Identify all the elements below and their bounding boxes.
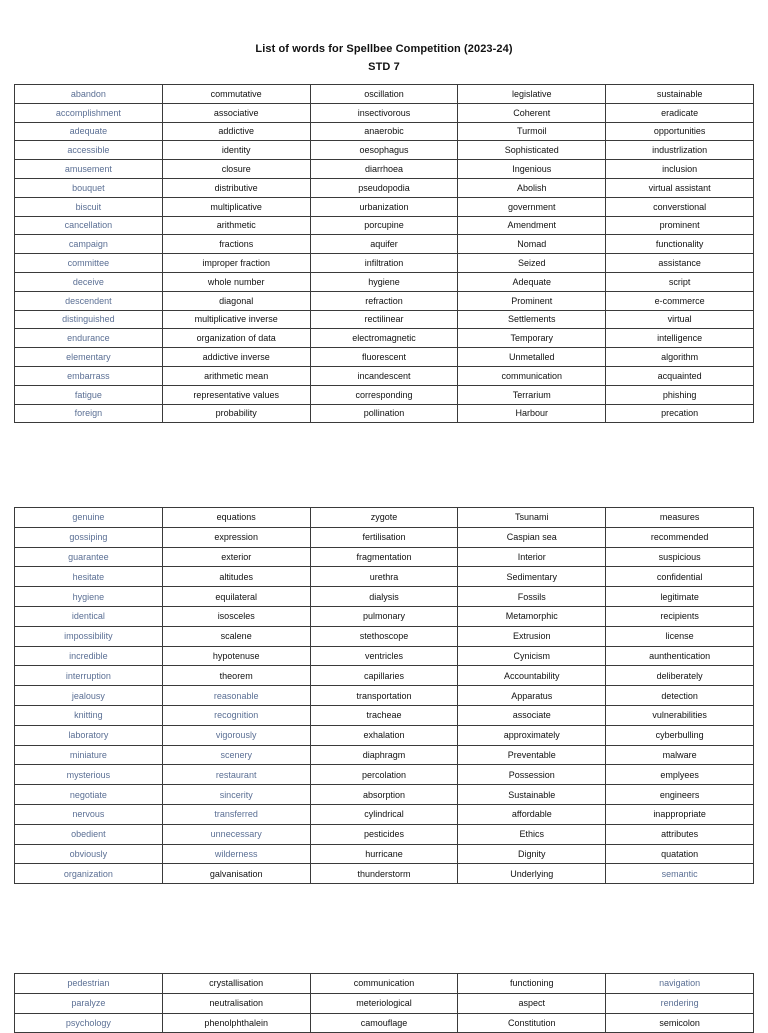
word-cell: oesophagus — [310, 141, 458, 160]
word-cell: suspicious — [606, 547, 754, 567]
word-cell: reasonable — [162, 686, 310, 706]
word-cell: industrlization — [606, 141, 754, 160]
word-cell: inappropriate — [606, 804, 754, 824]
word-cell: guarantee — [15, 547, 163, 567]
table-row — [15, 122, 754, 141]
table-row — [15, 626, 754, 646]
word-cell: rendering — [606, 993, 754, 1013]
word-cell: Tsunami — [458, 508, 606, 528]
word-cell: measures — [606, 508, 754, 528]
table-row — [15, 508, 754, 528]
word-cell: malware — [606, 745, 754, 765]
word-cell: distinguished — [15, 310, 163, 329]
word-cell: transportation — [310, 686, 458, 706]
word-cell: amusement — [15, 160, 163, 179]
word-cell: exhalation — [310, 725, 458, 745]
word-cell: converstional — [606, 197, 754, 216]
word-cell: scalene — [162, 626, 310, 646]
table-row — [15, 235, 754, 254]
word-cell: hygiene — [310, 272, 458, 291]
word-cell: committee — [15, 254, 163, 273]
word-cell: exterior — [162, 547, 310, 567]
table-row — [15, 725, 754, 745]
word-cell: insectivorous — [310, 103, 458, 122]
table-row — [15, 804, 754, 824]
table-row — [15, 587, 754, 607]
word-cell: navigation — [606, 974, 754, 994]
word-cell: pedestrian — [15, 974, 163, 994]
word-cell: Abolish — [458, 178, 606, 197]
word-cell: Nomad — [458, 235, 606, 254]
word-cell: absorption — [310, 785, 458, 805]
word-cell: tracheae — [310, 705, 458, 725]
table-row — [15, 197, 754, 216]
word-cell: refraction — [310, 291, 458, 310]
table-row — [15, 646, 754, 666]
table-row — [15, 329, 754, 348]
table-row — [15, 824, 754, 844]
word-table-2 — [14, 507, 754, 884]
word-cell: electromagnetic — [310, 329, 458, 348]
word-cell: recipients — [606, 606, 754, 626]
word-cell: hypotenuse — [162, 646, 310, 666]
word-cell: arithmetic mean — [162, 366, 310, 385]
table-row — [15, 254, 754, 273]
word-cell: Sedimentary — [458, 567, 606, 587]
table-row — [15, 103, 754, 122]
word-cell: foreign — [15, 404, 163, 423]
word-cell: arithmetic — [162, 216, 310, 235]
page-subtitle: STD 7 — [368, 61, 400, 73]
word-cell: fragmentation — [310, 547, 458, 567]
word-cell: Accountability — [458, 666, 606, 686]
word-cell: sincerity — [162, 785, 310, 805]
word-cell: Harbour — [458, 404, 606, 423]
word-cell: deliberately — [606, 666, 754, 686]
word-cell: semicolon — [606, 1013, 754, 1033]
word-cell: algorithm — [606, 348, 754, 367]
word-cell: confidential — [606, 567, 754, 587]
word-cell: abandon — [15, 85, 163, 104]
word-cell: biscuit — [15, 197, 163, 216]
word-cell: paralyze — [15, 993, 163, 1013]
table-row — [15, 1013, 754, 1033]
word-cell: opportunities — [606, 122, 754, 141]
word-cell: Sophisticated — [458, 141, 606, 160]
word-cell: Underlying — [458, 864, 606, 884]
word-cell: Sustainable — [458, 785, 606, 805]
word-cell: oscillation — [310, 85, 458, 104]
word-cell: associate — [458, 705, 606, 725]
word-cell: communication — [458, 366, 606, 385]
word-cell: incandescent — [310, 366, 458, 385]
word-cell: corresponding — [310, 385, 458, 404]
word-cell: virtual — [606, 310, 754, 329]
word-cell: government — [458, 197, 606, 216]
table-row — [15, 310, 754, 329]
word-cell: Adequate — [458, 272, 606, 291]
word-cell: accomplishment — [15, 103, 163, 122]
word-cell: urbanization — [310, 197, 458, 216]
word-cell: fatigue — [15, 385, 163, 404]
table-row — [15, 993, 754, 1013]
word-cell: phenolphthalein — [162, 1013, 310, 1033]
word-cell: addictive inverse — [162, 348, 310, 367]
word-cell: Turmoil — [458, 122, 606, 141]
word-cell: aspect — [458, 993, 606, 1013]
table-row — [15, 844, 754, 864]
word-cell: quatation — [606, 844, 754, 864]
word-cell: Coherent — [458, 103, 606, 122]
word-cell: pseudopodia — [310, 178, 458, 197]
word-cell: identity — [162, 141, 310, 160]
word-cell: thunderstorm — [310, 864, 458, 884]
word-cell: engineers — [606, 785, 754, 805]
word-cell: Dignity — [458, 844, 606, 864]
word-cell: camouflage — [310, 1013, 458, 1033]
word-cell: acquainted — [606, 366, 754, 385]
word-cell: attributes — [606, 824, 754, 844]
word-cell: e-commerce — [606, 291, 754, 310]
word-cell: Interior — [458, 547, 606, 567]
word-cell: legitimate — [606, 587, 754, 607]
word-cell: hygiene — [15, 587, 163, 607]
word-cell: Apparatus — [458, 686, 606, 706]
word-cell: Fossils — [458, 587, 606, 607]
word-cell: expression — [162, 527, 310, 547]
word-cell: cyberbulling — [606, 725, 754, 745]
word-cell: semantic — [606, 864, 754, 884]
table-row — [15, 686, 754, 706]
word-cell: virtual assistant — [606, 178, 754, 197]
word-cell: stethoscope — [310, 626, 458, 646]
word-cell: communication — [310, 974, 458, 994]
word-cell: Unmetalled — [458, 348, 606, 367]
word-cell: crystallisation — [162, 974, 310, 994]
word-cell: incredible — [15, 646, 163, 666]
word-cell: probability — [162, 404, 310, 423]
word-cell: sustainable — [606, 85, 754, 104]
word-cell: Possession — [458, 765, 606, 785]
word-cell: anaerobic — [310, 122, 458, 141]
table-row — [15, 705, 754, 725]
word-cell: neutralisation — [162, 993, 310, 1013]
word-cell: diagonal — [162, 291, 310, 310]
word-cell: closure — [162, 160, 310, 179]
word-cell: diaphragm — [310, 745, 458, 765]
word-cell: mysterious — [15, 765, 163, 785]
table-row — [15, 547, 754, 567]
word-cell: campaign — [15, 235, 163, 254]
word-cell: Metamorphic — [458, 606, 606, 626]
word-cell: laboratory — [15, 725, 163, 745]
table-row — [15, 85, 754, 104]
table-row — [15, 785, 754, 805]
word-cell: percolation — [310, 765, 458, 785]
word-cell: Temporary — [458, 329, 606, 348]
word-cell: cancellation — [15, 216, 163, 235]
word-cell: obviously — [15, 844, 163, 864]
word-cell: cylindrical — [310, 804, 458, 824]
word-cell: precation — [606, 404, 754, 423]
word-cell: diarrhoea — [310, 160, 458, 179]
word-cell: pesticides — [310, 824, 458, 844]
word-cell: Seized — [458, 254, 606, 273]
word-cell: legislative — [458, 85, 606, 104]
word-cell: Ingenious — [458, 160, 606, 179]
word-table-3 — [14, 973, 754, 1033]
word-cell: impossibility — [15, 626, 163, 646]
word-cell: elementary — [15, 348, 163, 367]
word-cell: urethra — [310, 567, 458, 587]
word-cell: accessible — [15, 141, 163, 160]
word-cell: Extrusion — [458, 626, 606, 646]
word-cell: descendent — [15, 291, 163, 310]
word-cell: jealousy — [15, 686, 163, 706]
word-cell: Amendment — [458, 216, 606, 235]
word-cell: equilateral — [162, 587, 310, 607]
word-cell: isosceles — [162, 606, 310, 626]
word-cell: vulnerabilities — [606, 705, 754, 725]
table-row — [15, 348, 754, 367]
word-cell: equations — [162, 508, 310, 528]
word-cell: meteriological — [310, 993, 458, 1013]
word-cell: organization of data — [162, 329, 310, 348]
word-cell: scenery — [162, 745, 310, 765]
word-cell: transferred — [162, 804, 310, 824]
table-row — [15, 765, 754, 785]
word-cell: Prominent — [458, 291, 606, 310]
word-cell: license — [606, 626, 754, 646]
word-cell: deceive — [15, 272, 163, 291]
table-row — [15, 178, 754, 197]
word-cell: recommended — [606, 527, 754, 547]
word-cell: Caspian sea — [458, 527, 606, 547]
word-cell: prominent — [606, 216, 754, 235]
word-cell: fertilisation — [310, 527, 458, 547]
word-cell: porcupine — [310, 216, 458, 235]
word-cell: functioning — [458, 974, 606, 994]
word-cell: phishing — [606, 385, 754, 404]
table-row — [15, 366, 754, 385]
word-cell: capillaries — [310, 666, 458, 686]
word-cell: assistance — [606, 254, 754, 273]
word-cell: psychology — [15, 1013, 163, 1033]
word-cell: endurance — [15, 329, 163, 348]
word-cell: knitting — [15, 705, 163, 725]
table-row — [15, 272, 754, 291]
word-cell: inclusion — [606, 160, 754, 179]
table-row — [15, 527, 754, 547]
word-cell: pulmonary — [310, 606, 458, 626]
word-cell: emplyees — [606, 765, 754, 785]
word-cell: recognition — [162, 705, 310, 725]
table-row — [15, 974, 754, 994]
word-cell: dialysis — [310, 587, 458, 607]
word-cell: multiplicative — [162, 197, 310, 216]
word-table-1 — [14, 84, 754, 423]
word-cell: aunthentication — [606, 646, 754, 666]
word-cell: unnecessary — [162, 824, 310, 844]
word-cell: identical — [15, 606, 163, 626]
word-cell: organization — [15, 864, 163, 884]
word-cell: galvanisation — [162, 864, 310, 884]
word-cell: hesitate — [15, 567, 163, 587]
word-cell: miniature — [15, 745, 163, 765]
word-cell: genuine — [15, 508, 163, 528]
table-row — [15, 666, 754, 686]
word-cell: gossiping — [15, 527, 163, 547]
word-cell: nervous — [15, 804, 163, 824]
word-cell: infiltration — [310, 254, 458, 273]
word-cell: detection — [606, 686, 754, 706]
word-cell: fractions — [162, 235, 310, 254]
word-cell: theorem — [162, 666, 310, 686]
word-cell: representative values — [162, 385, 310, 404]
word-cell: improper fraction — [162, 254, 310, 273]
table-row — [15, 141, 754, 160]
table-row — [15, 404, 754, 423]
word-cell: Preventable — [458, 745, 606, 765]
word-cell: restaurant — [162, 765, 310, 785]
word-cell: associative — [162, 103, 310, 122]
word-cell: Terrarium — [458, 385, 606, 404]
word-cell: zygote — [310, 508, 458, 528]
word-cell: obedient — [15, 824, 163, 844]
word-cell: Settlements — [458, 310, 606, 329]
word-cell: hurricane — [310, 844, 458, 864]
word-cell: addictive — [162, 122, 310, 141]
word-cell: whole number — [162, 272, 310, 291]
word-cell: approximately — [458, 725, 606, 745]
word-cell: affordable — [458, 804, 606, 824]
table-row — [15, 567, 754, 587]
word-cell: altitudes — [162, 567, 310, 587]
word-cell: ventricles — [310, 646, 458, 666]
table-row — [15, 745, 754, 765]
word-cell: negotiate — [15, 785, 163, 805]
word-cell: embarrass — [15, 366, 163, 385]
table-row — [15, 291, 754, 310]
word-cell: rectilinear — [310, 310, 458, 329]
table-row — [15, 216, 754, 235]
word-cell: aquifer — [310, 235, 458, 254]
word-cell: intelligence — [606, 329, 754, 348]
word-cell: wilderness — [162, 844, 310, 864]
table-row — [15, 864, 754, 884]
word-cell: Cynicism — [458, 646, 606, 666]
word-cell: script — [606, 272, 754, 291]
word-cell: pollination — [310, 404, 458, 423]
word-cell: multiplicative inverse — [162, 310, 310, 329]
word-cell: eradicate — [606, 103, 754, 122]
word-cell: distributive — [162, 178, 310, 197]
word-cell: interruption — [15, 666, 163, 686]
word-cell: Constitution — [458, 1013, 606, 1033]
word-cell: vigorously — [162, 725, 310, 745]
word-cell: fluorescent — [310, 348, 458, 367]
page-title: List of words for Spellbee Competition (2023-24) — [255, 43, 513, 55]
word-cell: functionality — [606, 235, 754, 254]
word-cell: Ethics — [458, 824, 606, 844]
word-cell: adequate — [15, 122, 163, 141]
table-row — [15, 160, 754, 179]
table-row — [15, 385, 754, 404]
word-cell: bouquet — [15, 178, 163, 197]
word-cell: commutative — [162, 85, 310, 104]
table-row — [15, 606, 754, 626]
